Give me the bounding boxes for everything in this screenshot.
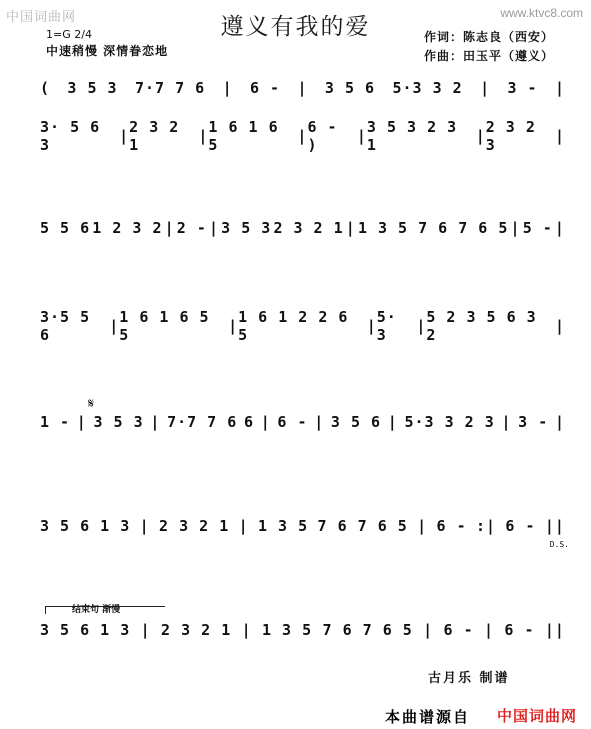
note-group: 5 -: [522, 219, 553, 237]
note-group: 1 2 3 2: [92, 219, 163, 237]
barline: |: [554, 317, 565, 335]
note-group: 1 3 5: [262, 621, 313, 639]
note-group: 7·7 7 6: [167, 413, 238, 431]
note-group: 3 -: [518, 413, 549, 431]
lyricist-credit: 作词：陈志良（西安）: [424, 30, 555, 44]
note-group: 3· 5 6 3: [40, 118, 101, 154]
score-line-7: [40, 618, 565, 642]
barline: |: [260, 413, 271, 431]
barline: |: [119, 127, 130, 145]
note-group: 3 5 6 1 3: [40, 517, 131, 535]
barline: |: [417, 517, 428, 535]
ending-bracket-tick: [45, 606, 46, 614]
note-group: 2 -: [176, 219, 207, 237]
composer-credit: 作曲：田玉平（遵义）: [424, 49, 555, 63]
barline: |: [228, 317, 239, 335]
lyric-line-5a: [40, 436, 545, 454]
barline: |: [423, 621, 434, 639]
source-site-link[interactable]: 中国词曲网: [497, 707, 578, 725]
note-group: 7 6 7 6 5: [317, 517, 408, 535]
barline: |: [345, 219, 356, 237]
score-line-6: [40, 514, 565, 538]
barline: ||: [544, 621, 565, 639]
barline: |: [480, 79, 491, 97]
score-line-4: [40, 308, 565, 344]
barline: |: [416, 317, 427, 335]
lyric-line-7: [40, 643, 440, 661]
lyric-line-6c: [40, 574, 480, 592]
barline: :|: [476, 517, 497, 535]
note-group: 6: [243, 413, 254, 431]
segno-icon: 𝄋: [88, 396, 95, 412]
barline: |: [501, 413, 512, 431]
barline: ||: [544, 517, 565, 535]
note-group: 3 -: [507, 79, 538, 97]
source-label: 本曲谱源自: [385, 708, 471, 726]
ending-label: 结束句 渐慢: [72, 605, 121, 615]
barline: |: [387, 413, 398, 431]
barline: |: [366, 317, 377, 335]
note-group: 3·5 5 6: [40, 308, 91, 344]
note-group: 6 -: [436, 517, 467, 535]
barline: |: [222, 79, 233, 97]
barline: |: [484, 621, 495, 639]
note-group: 5· 3: [376, 308, 397, 344]
barline: |: [139, 517, 150, 535]
barline: |: [241, 621, 252, 639]
note-group: 1 6 1 2 2 6 5: [238, 308, 349, 344]
lyric-line-5b: [40, 454, 545, 472]
barline: |: [150, 413, 161, 431]
note-group: 1 -: [40, 413, 71, 431]
score-line-3: [40, 216, 565, 240]
note-group: 7·7 7 6: [134, 79, 206, 97]
ds-mark: D.S.: [549, 540, 569, 549]
note-group: (: [40, 79, 51, 97]
barline: |: [356, 127, 367, 145]
note-group: 2 3 2 1: [273, 219, 344, 237]
song-title: 遵义有我的爱: [220, 14, 371, 40]
lyric-line-5c: [40, 472, 545, 490]
barline: |: [238, 517, 249, 535]
barline: |: [209, 219, 220, 237]
note-group: 3 5 3 2 3 1: [366, 118, 458, 154]
barline: |: [314, 413, 325, 431]
barline: |: [198, 127, 209, 145]
note-group: 6 -: [505, 517, 536, 535]
note-group: 3 5 3: [93, 413, 144, 431]
note-group: 2 3 2 1: [159, 517, 230, 535]
barline: |: [297, 127, 308, 145]
note-group: 5 2 3 5 6 3 2: [426, 308, 537, 344]
tempo-marking: 中速稍慢 深情眷恋地: [46, 44, 169, 58]
barline: |: [554, 127, 565, 145]
lyric-line-4b: [40, 358, 545, 376]
site-logo[interactable]: 中国词曲网: [6, 10, 77, 25]
barline: |: [510, 219, 521, 237]
score-line-2: [40, 118, 565, 154]
barline: |: [554, 413, 565, 431]
note-group: 7 6 7 6 5: [322, 621, 413, 639]
lyric-line-2c: [358, 184, 488, 202]
score-line-5: [40, 410, 565, 434]
barline: |: [109, 317, 120, 335]
note-group: 6 - ): [307, 118, 338, 154]
barline: |: [76, 413, 87, 431]
note-group: 2 3 2 1: [129, 118, 180, 154]
note-group: 2 3 2 1: [161, 621, 232, 639]
site-url[interactable]: www.ktvc8.com: [500, 6, 583, 20]
note-group: 1 3 5: [258, 517, 309, 535]
note-group: 3 5 6: [330, 413, 382, 431]
note-group: 1 6 1 6 5 5: [119, 308, 210, 344]
barline: |: [554, 79, 565, 97]
note-group: 3 5 6 1 3: [40, 621, 131, 639]
lyric-line-3b: [40, 262, 545, 280]
note-group: 5·3 3 2 3: [404, 413, 495, 431]
arranger-credit: 古月乐 制谱: [428, 671, 510, 686]
barline: |: [554, 219, 565, 237]
barline: |: [164, 219, 175, 237]
note-group: 3 5 6: [324, 79, 376, 97]
note-group: 1 6 1 6 5: [208, 118, 279, 154]
lyric-line-3c: [40, 280, 545, 298]
note-group: 6 -: [277, 413, 308, 431]
note-group: 6 -: [250, 79, 281, 97]
lyric-line-4c: [40, 376, 545, 394]
note-group: 3 5 3: [67, 79, 118, 97]
score-line-1: [40, 76, 565, 100]
note-group: 5 5 6: [40, 219, 91, 237]
barline: |: [140, 621, 151, 639]
note-group: 3 5 3: [221, 219, 272, 237]
note-group: 5·3 3 2: [392, 79, 463, 97]
barline: |: [297, 79, 308, 97]
note-group: 1 3 5 7 6 7 6 5: [357, 219, 509, 237]
lyric-line-3a: [40, 244, 545, 262]
note-group: 6 -: [504, 621, 535, 639]
note-group: 6 -: [443, 621, 474, 639]
key-signature: 1=G 2/4: [46, 28, 92, 41]
barline: |: [475, 127, 486, 145]
note-group: 2 3 2 3: [485, 118, 536, 154]
lyric-line-4a: [40, 340, 545, 358]
